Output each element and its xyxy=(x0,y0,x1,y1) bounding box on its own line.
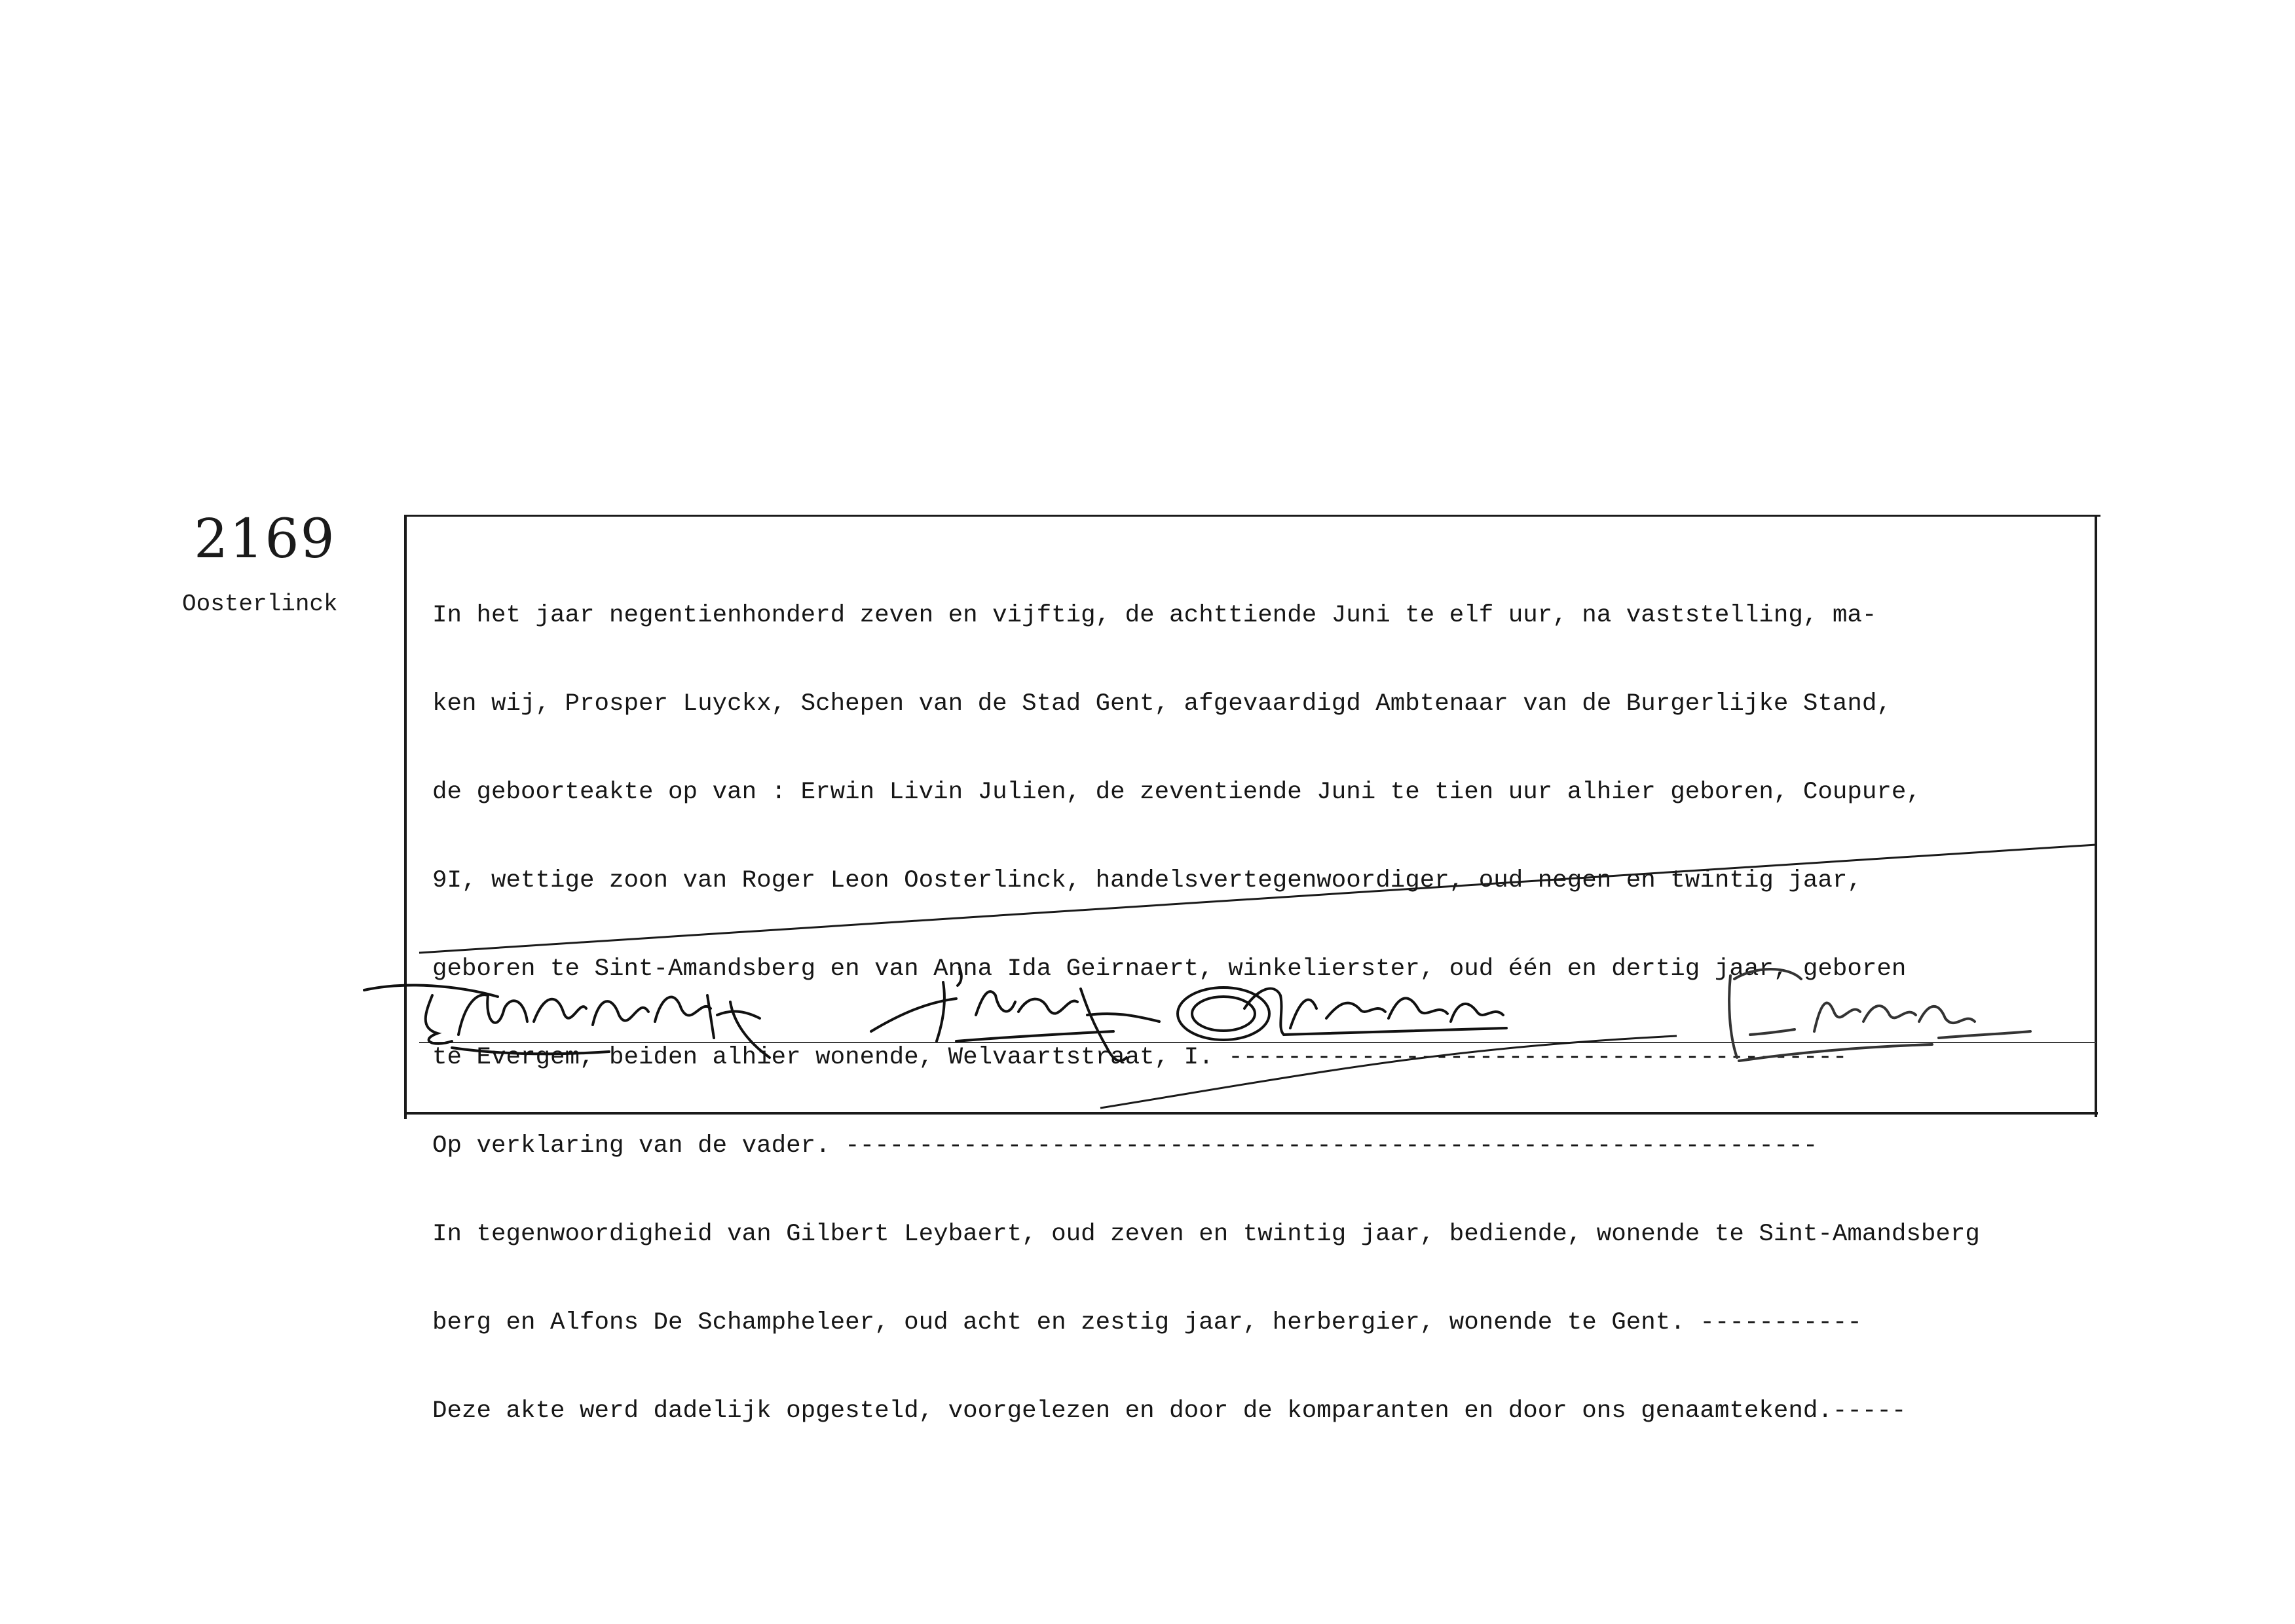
act-text-line: de geboorteakte op van : Erwin Livin Julien, de zeventiende Juni te tien uur alhier geboren, Coupure, xyxy=(432,779,1921,806)
act-text-line: In het jaar negentienhonderd zeven en vijftig, de achttiende Juni te elf uur, na vaststelling, ma- xyxy=(432,602,1877,629)
signature-official-luyckx-icon xyxy=(1729,969,2030,1061)
act-text-line: Op verklaring van de vader. ------------------------------------------------------------------ xyxy=(432,1132,1818,1160)
signature-witness-de-schampheleer-icon xyxy=(1178,987,1506,1040)
act-text-line: berg en Alfons De Schampheleer, oud acht en zestig jaar, herbergier, wonende te Gent. ----------- xyxy=(432,1309,1862,1337)
signature-witness-leybaert-icon xyxy=(871,968,1159,1061)
margin-surname: Oosterlinck xyxy=(182,591,338,618)
act-text-line: Deze akte werd dadelijk opgesteld, voorgelezen en door de komparanten en door ons genaamtekend.----- xyxy=(432,1397,1907,1425)
act-text-line: geboren te Sint-Amandsberg en van Anna Ida Geirnaert, winkelierster, oud één en dertig jaar, geboren xyxy=(432,955,1907,983)
signature-father-icon xyxy=(364,986,770,1058)
act-text-line: 9I, wettige zoon van Roger Leon Oosterlinck, handelsvertegenwoordiger, oud negen en twintig jaar, xyxy=(432,867,1862,895)
act-text-line: In tegenwoordigheid van Gilbert Leybaert, oud zeven en twintig jaar, bediende, wonende te Sint-Amandsberg xyxy=(432,1221,1980,1248)
act-number: 2169 xyxy=(194,508,336,570)
act-text-line: te Evergem, beiden alhier wonende, Welvaartstraat, I. ------------------------------------------ xyxy=(432,1044,1848,1071)
act-text-line: ken wij, Prosper Luyckx, Schepen van de Stad Gent, afgevaardigd Ambtenaar van de Burgerlijke Stand, xyxy=(432,690,1892,718)
